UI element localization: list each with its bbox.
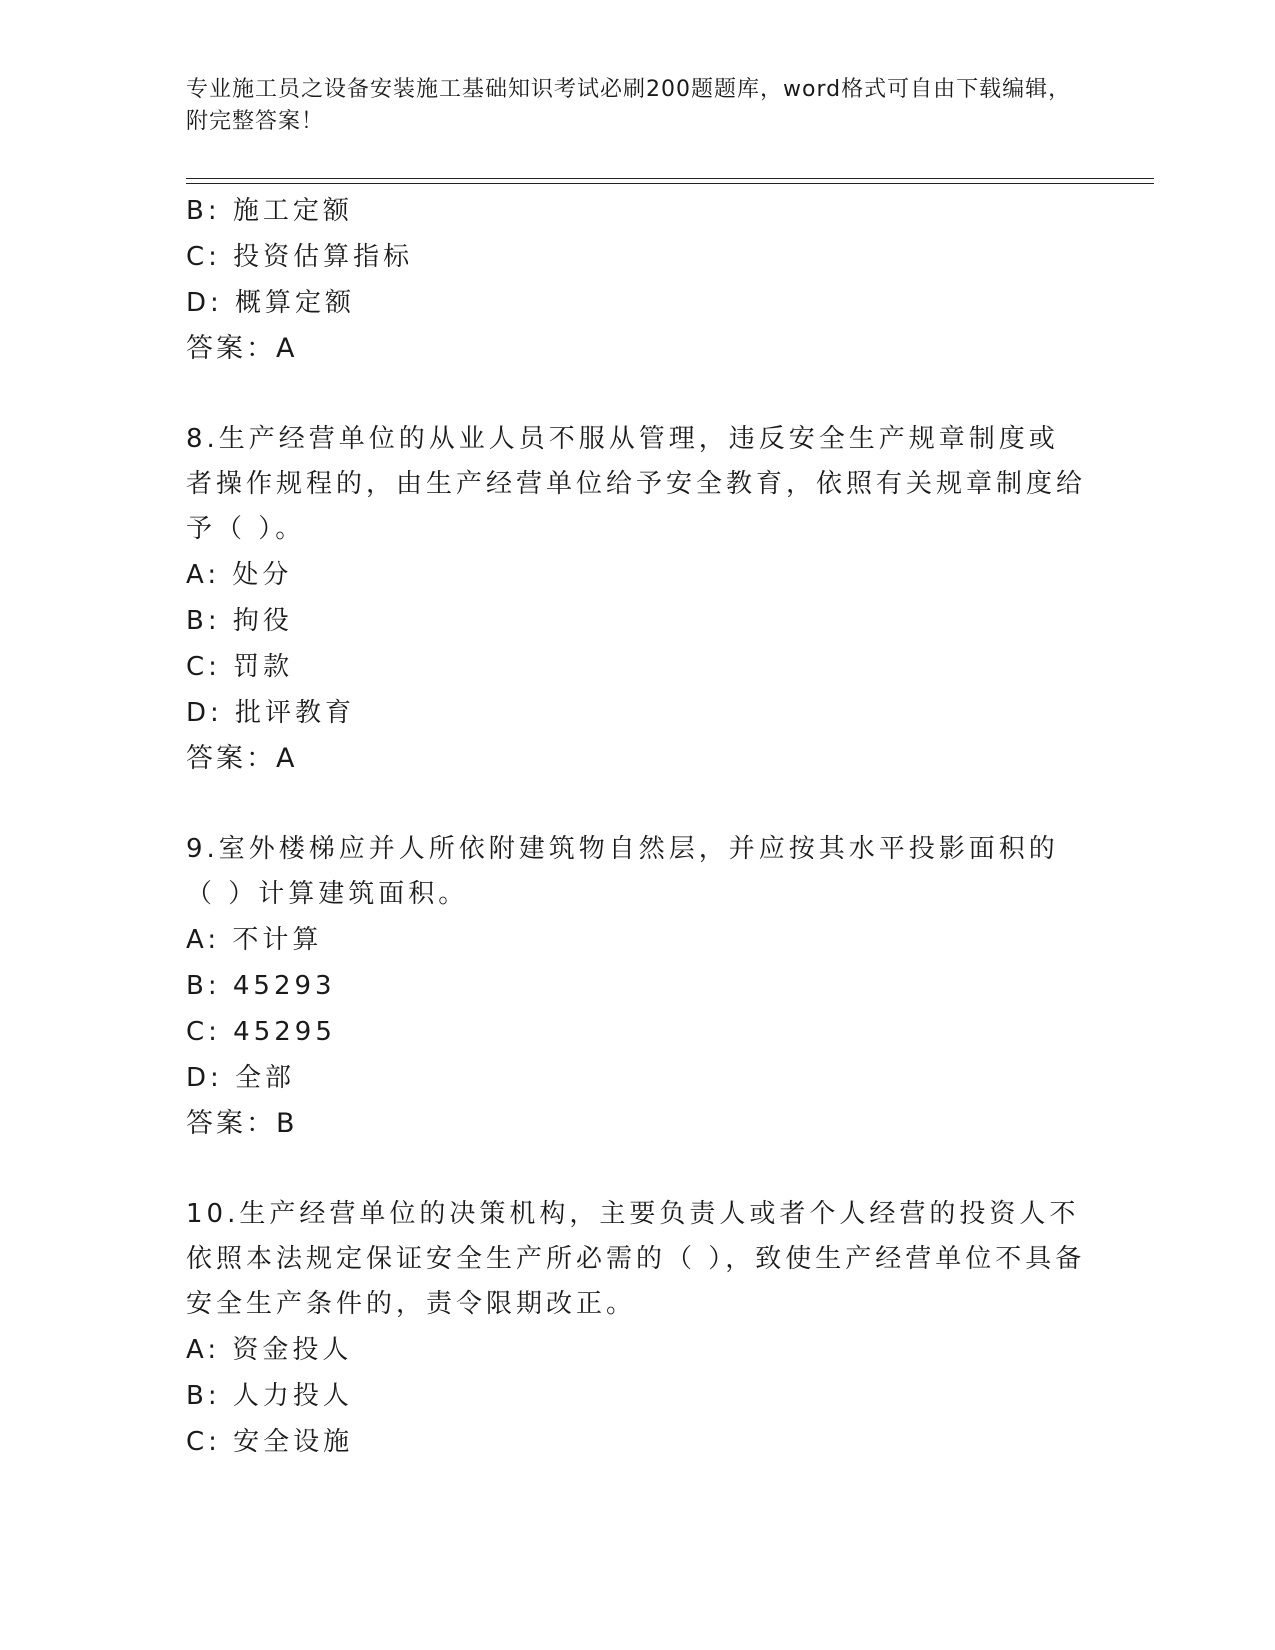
option-d: D: 批评教育 xyxy=(186,698,356,728)
header-rule-bottom xyxy=(186,183,1154,184)
answer-label: 答案：A xyxy=(186,333,298,364)
option-b: B: 45293 xyxy=(186,971,336,1001)
option-b: B: 人力投人 xyxy=(186,1381,353,1411)
question-8 xyxy=(186,417,1086,782)
question-10 xyxy=(186,1192,1086,1465)
option-d: D: 概算定额 xyxy=(186,288,356,318)
option-d: D: 全部 xyxy=(186,1063,296,1093)
option-c: C: 投资估算指标 xyxy=(186,242,414,272)
question-7-continuation xyxy=(186,188,1086,372)
option-b: B: 拘役 xyxy=(186,606,293,636)
option-c: C: 安全设施 xyxy=(186,1427,354,1457)
page-header: 专业施工员之设备安装施工基础知识考试必刷200题题库，word格式可自由下载编辑，附完整答案！ xyxy=(186,77,1072,134)
header-rule-top xyxy=(186,178,1154,179)
option-c: C: 罚款 xyxy=(186,652,294,682)
question-text: 8.生产经营单位的从业人员不服从管理，违反安全生产规章制度或者操作规程的，由生产经营单位给予安全教育，依照有关规章制度给予（ ）。 xyxy=(186,424,1087,544)
question-9 xyxy=(186,827,1086,1147)
option-b: B: 施工定额 xyxy=(186,196,353,226)
document-body xyxy=(186,188,1086,1465)
answer-label: 答案：B xyxy=(186,1108,298,1139)
question-text: 9.室外楼梯应并人所依附建筑物自然层，并应按其水平投影面积的（ ）计算建筑面积。 xyxy=(186,834,1059,909)
option-a: A: 资金投人 xyxy=(186,1335,353,1365)
option-a: A: 不计算 xyxy=(186,925,323,955)
question-text: 10.生产经营单位的决策机构，主要负责人或者个人经营的投资人不依照本法规定保证安全生产所必需的（ ），致使生产经营单位不具备安全生产条件的，责令限期改正。 xyxy=(186,1199,1086,1319)
option-a: A: 处分 xyxy=(186,560,293,590)
option-c: C: 45295 xyxy=(186,1017,336,1047)
answer-label: 答案：A xyxy=(186,743,298,774)
